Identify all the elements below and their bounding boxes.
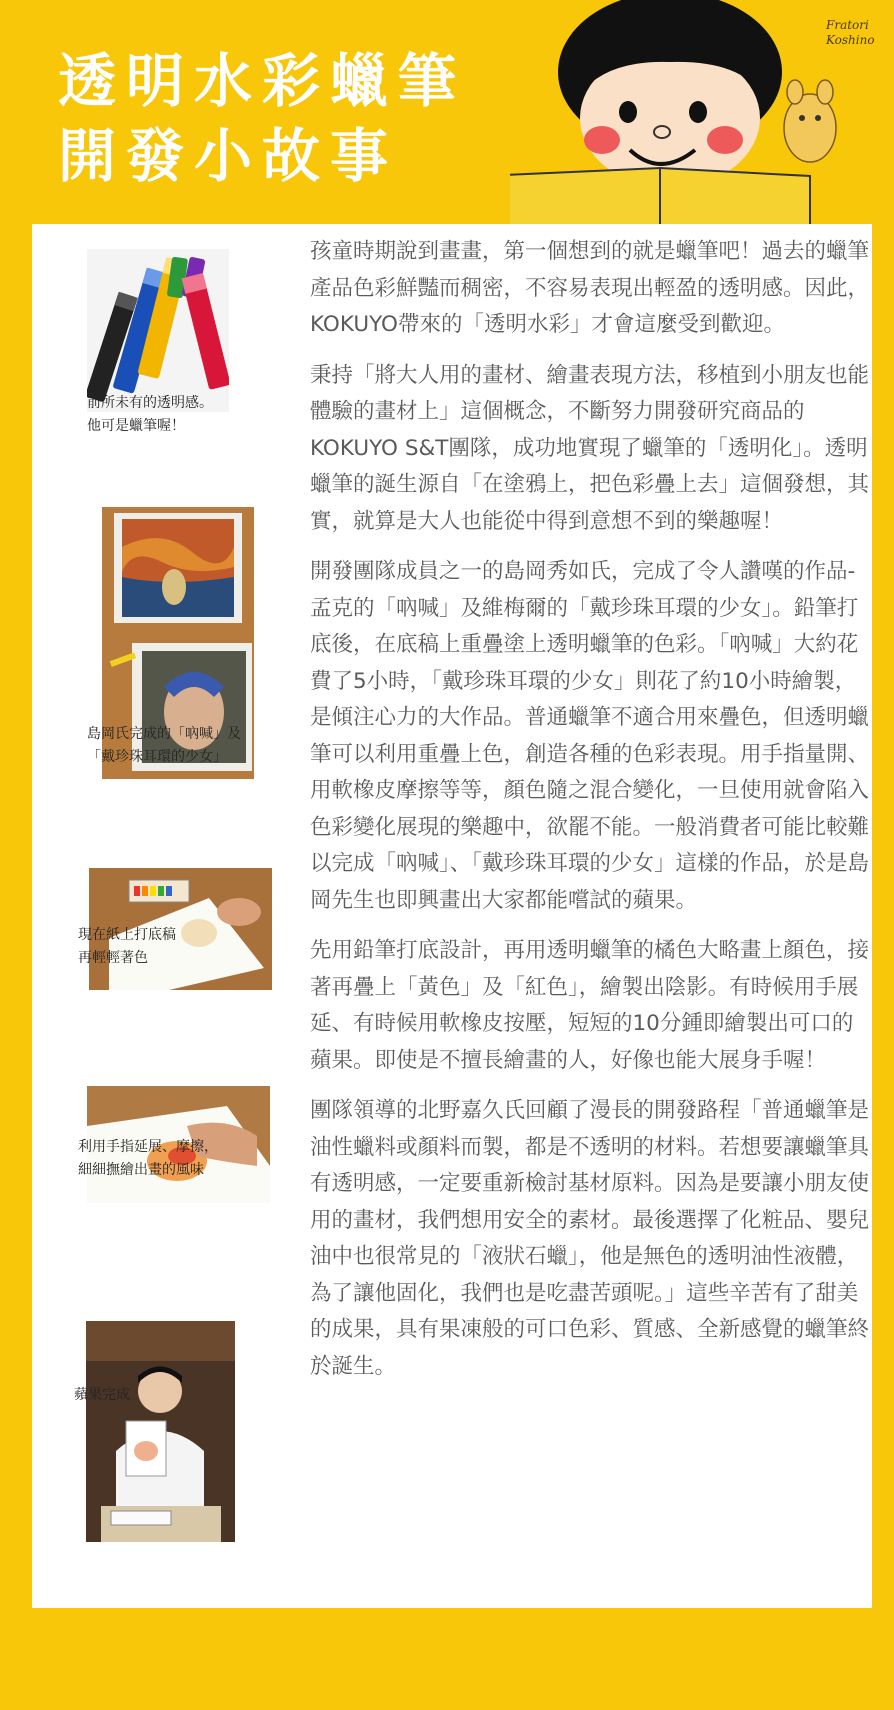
caption-finished: 蘋果完成: [74, 1387, 130, 1403]
paragraph-3: 開發團隊成員之一的島岡秀如氏，完成了令人讚嘆的作品-孟克的「吶喊」及維梅爾的「戴珍珠耳環的少女」。鉛筆打底後，在底稿上重疊塗上透明蠟筆的色彩。「吶喊」大約花費了5小時，「戴珍珠耳環的少女」則花了約10小時繪製，是傾注心力的大作品。普通蠟筆不適合用來疊色，但透明蠟筆可以利用重疊上色，創造各種的色彩表現。用手指量開、用軟橡皮摩擦等等，顏色隨之混合變化，一旦使用就會陷入色彩變化展現的樂趣中，欲罷不能。一般消費者可能比較難以完成「吶喊」、「戴珍珠耳環的少女」這樣的作品，於是島岡先生也即興畫出大家都能嚐試的蘋果。: [310, 559, 870, 913]
paragraph-4: 先用鉛筆打底設計，再用透明蠟筆的橘色大略畫上顏色，接著再疊上「黃色」及「紅色」，繪製出陰影。有時候用手展延、有時候用軟橡皮按壓，短短的10分鍾即繪製出可口的蘋果。即使是不擅長繪畫的人，好像也能大展身手喔！: [310, 938, 870, 1073]
paragraph-5: 團隊領導的北野嘉久氏回顧了漫長的開發路程「普通蠟筆是油性蠟料或顏料而製，都是不透明的材料。若想要讓蠟筆具有透明感，一定要重新檢討基材原料。因為是要讓小朋友使用的畫材，我們想用安全的素材。最後選擇了化粧品、嬰兒油中也很常見的「液狀石蠟」，他是無色的透明油性液體，為了讓他固化，我們也是吃盡苦頭呢。」這些辛苦有了甜美的成果，具有果凍般的可口色彩、質感、全新感覺的蠟筆終於誕生。: [310, 1098, 870, 1379]
header: [0, 0, 894, 225]
photo-column: [32, 224, 302, 1608]
caption-crayons: 前所未有的透明感。 他可是蠟筆喔！: [87, 395, 213, 434]
caption-artworks: 島岡氏完成的「吶喊」及 「戴珍珠耳環的少女」: [87, 726, 241, 765]
title-line-2: 開發小故事: [58, 122, 399, 190]
artist-signature: Fratori Koshino: [826, 18, 875, 47]
caption-sketching: 現在紙上打底稿 再輕輕著色: [78, 927, 176, 966]
crayons-photo: [87, 249, 229, 412]
page-title: [58, 44, 466, 194]
article-text: [310, 234, 870, 1399]
paragraph-1: 孩童時期說到畫畫，第一個想到的就是蠟筆吧！過去的蠟筆產品色彩鮮豔而稠密，不容易表現出輕盈的透明感。因此，KOKUYO帶來的「透明水彩」才會這麼受到歡迎。: [310, 239, 870, 337]
title-line-1: 透明水彩蠟筆: [58, 47, 467, 115]
finished-apple-photo: [86, 1321, 235, 1542]
content-panel: [32, 224, 872, 1608]
paragraph-2: 秉持「將大人用的畫材、繪畫表現方法，移植到小朋友也能體驗的畫材上」這個概念，不斷努力開發研究商品的KOKUYO S&T團隊，成功地實現了蠟筆的「透明化」。透明蠟筆的誕生源自「在塗鴉上，把色彩疊上去」這個發想，其實，就算是大人也能從中得到意想不到的樂趣喔！: [310, 362, 870, 534]
caption-blending: 利用手指延展、摩擦， 細細撫繪出畫的風味: [78, 1139, 218, 1178]
